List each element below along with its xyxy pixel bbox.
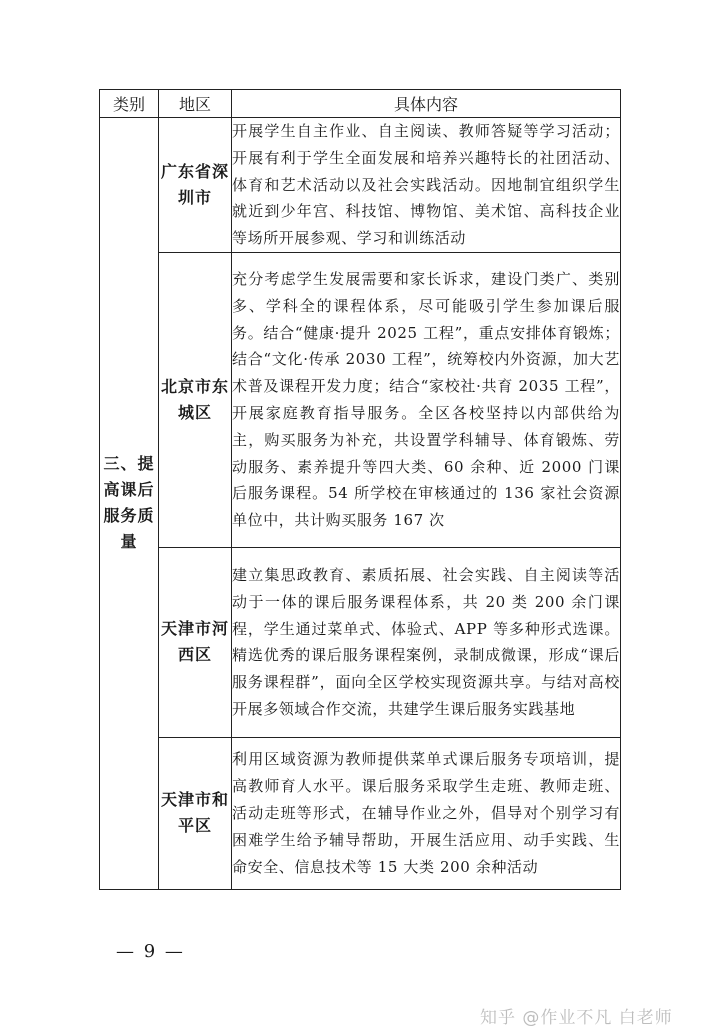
- table-row: [100, 547, 621, 737]
- table-row: [100, 737, 621, 889]
- table-row: [100, 118, 621, 253]
- header-region: 地区: [159, 90, 232, 118]
- page-number: — 9 —: [116, 941, 185, 962]
- region-cell: 天津市和平区: [159, 737, 232, 889]
- category-cell: 三、提高课后服务质量: [100, 118, 159, 890]
- header-category: 类别: [100, 90, 159, 118]
- policy-table: [99, 89, 621, 890]
- header-content: 具体内容: [232, 90, 621, 118]
- region-cell: 北京市东城区: [159, 252, 232, 547]
- region-cell: 天津市河西区: [159, 547, 232, 737]
- content-cell: 建立集思政教育、素质拓展、社会实践、自主阅读等活动于一体的课后服务课程体系，共 20 类 200 余门课程，学生通过菜单式、体验式、APP 等多种形式选课。精选优秀的课后服务课程案例，录制成微课，形成“课后服务课程群”，面向全区学校实现资源共享。与结对高校开展多领域合作交流，共建学生课后服务实践基地: [232, 547, 621, 737]
- table-header-row: [100, 90, 621, 118]
- content-cell: 开展学生自主作业、自主阅读、教师答疑等学习活动；开展有利于学生全面发展和培养兴趣特长的社团活动、体育和艺术活动以及社会实践活动。因地制宜组织学生就近到少年宫、科技馆、博物馆、美术馆、高科技企业等场所开展参观、学习和训练活动: [232, 118, 621, 253]
- table-row: [100, 252, 621, 547]
- watermark-text: 知乎 @作业不凡 白老师: [480, 1008, 673, 1028]
- region-cell: 广东省深圳市: [159, 118, 232, 253]
- content-cell: 利用区域资源为教师提供菜单式课后服务专项培训，提高教师育人水平。课后服务采取学生走班、教师走班、活动走班等形式，在辅导作业之外，倡导对个别学习有困难学生给予辅导帮助，开展生活应用、动手实践、生命安全、信息技术等 15 大类 200 余种活动: [232, 737, 621, 889]
- content-cell: 充分考虑学生发展需要和家长诉求，建设门类广、类别多、学科全的课程体系，尽可能吸引学生参加课后服务。结合“健康·提升 2025 工程”，重点安排体育锻炼；结合“文化·传承 2030 工程”，统筹校内外资源，加大艺术普及课程开发力度；结合“家校社·共育 2035 工程”，开展家庭教育指导服务。全区各校坚持以内部供给为主，购买服务为补充，共设置学科辅导、体育锻炼、劳动服务、素养提升等四大类、60 余种、近 2000 门课后服务课程。54 所学校在审核通过的 136 家社会资源单位中，共计购买服务 167 次: [232, 252, 621, 547]
